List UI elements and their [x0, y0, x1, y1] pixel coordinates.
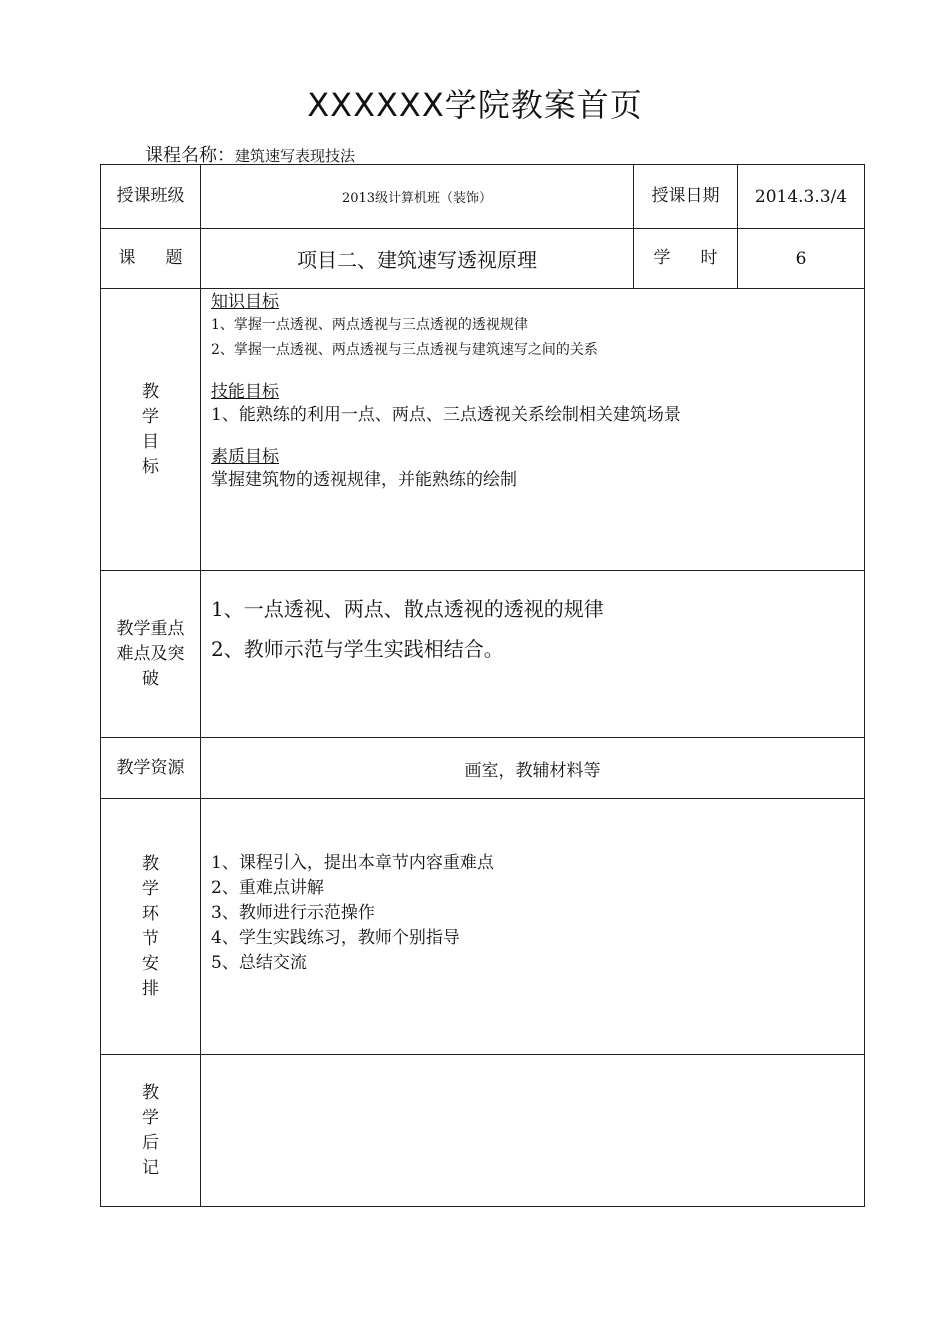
class-label: 授课班级: [101, 165, 201, 229]
topic-label: [101, 229, 201, 289]
skill-heading: 技能目标: [211, 382, 279, 402]
postscript-label-char: 学: [142, 1107, 159, 1128]
quality-heading: 素质目标: [211, 447, 279, 467]
knowledge-heading: 知识目标: [211, 292, 279, 312]
postscript-content: [201, 1055, 865, 1207]
arrangement-label: [101, 799, 201, 1055]
arrangement-label-char: 节: [142, 928, 159, 949]
topic-value: 项目二、建筑速写透视原理: [201, 229, 634, 289]
topic-row: [101, 229, 865, 289]
hours-label: [634, 229, 738, 289]
resources-row: [101, 738, 865, 799]
postscript-label-char: 教: [142, 1082, 159, 1103]
goals-label-char: 标: [142, 456, 159, 477]
resources-value: 画室，教辅材料等: [201, 738, 865, 799]
date-label: 授课日期: [634, 165, 738, 229]
arrangement-item: 4、学生实践练习，教师个别指导: [211, 928, 460, 948]
postscript-label-char: 后: [142, 1132, 159, 1153]
date-value: 2014.3.3/4: [738, 165, 865, 229]
postscript-row: [101, 1055, 865, 1207]
quality-item: 掌握建筑物的透视规律，并能熟练的绘制: [211, 470, 517, 490]
goals-label-char: 目: [142, 431, 159, 452]
course-name-label: 课程名称：: [145, 145, 235, 166]
lesson-plan-table: [100, 164, 865, 1207]
goals-row: [101, 289, 865, 571]
key-points-content: [201, 571, 865, 738]
hours-label-char: 时: [700, 248, 718, 268]
goals-label-char: 教: [142, 381, 159, 402]
arrangement-row: [101, 799, 865, 1055]
key-point-item: 2、教师示范与学生实践相结合。: [211, 637, 504, 661]
key-point-item: 1、一点透视、两点、散点透视的透视的规律: [211, 597, 604, 621]
hours-value: 6: [738, 229, 865, 289]
course-name-value: 建筑速写表现技法: [235, 147, 356, 165]
arrangement-label-char: 学: [142, 878, 159, 899]
class-date-row: [101, 165, 865, 229]
hours-label-char: 学: [653, 248, 671, 268]
arrangement-label-char: 排: [142, 978, 159, 999]
key-points-label-line: 教学重点: [116, 618, 185, 639]
arrangement-content: [201, 799, 865, 1055]
key-points-label-line: 难点及突: [116, 643, 185, 664]
postscript-label: [101, 1055, 201, 1207]
topic-label-char: 课: [118, 248, 136, 268]
class-value: 2013级计算机班（装饰）: [201, 165, 634, 229]
arrangement-item: 5、总结交流: [211, 953, 307, 973]
resources-label: 教学资源: [101, 738, 201, 799]
document-title: XXXXXX学院教案首页: [307, 86, 643, 124]
arrangement-item: 1、课程引入，提出本章节内容重难点: [211, 853, 494, 873]
arrangement-label-char: 环: [142, 903, 159, 924]
arrangement-label-char: 安: [142, 953, 159, 974]
arrangement-item: 2、重难点讲解: [211, 878, 324, 898]
skill-item: 1、能熟练的利用一点、两点、三点透视关系绘制相关建筑场景: [211, 405, 681, 425]
postscript-label-char: 记: [142, 1157, 159, 1178]
knowledge-item: 2、掌握一点透视、两点透视与三点透视与建筑速写之间的关系: [211, 342, 598, 358]
key-points-row: [101, 571, 865, 738]
arrangement-label-char: 教: [142, 853, 159, 874]
topic-label-char: 题: [165, 248, 183, 268]
goals-label: [101, 289, 201, 571]
key-points-label-line: 破: [142, 668, 159, 689]
goals-label-char: 学: [142, 406, 159, 427]
key-points-label: [101, 571, 201, 738]
goals-content: [201, 289, 865, 571]
arrangement-item: 3、教师进行示范操作: [211, 903, 375, 923]
knowledge-item: 1、掌握一点透视、两点透视与三点透视的透视规律: [211, 317, 528, 333]
